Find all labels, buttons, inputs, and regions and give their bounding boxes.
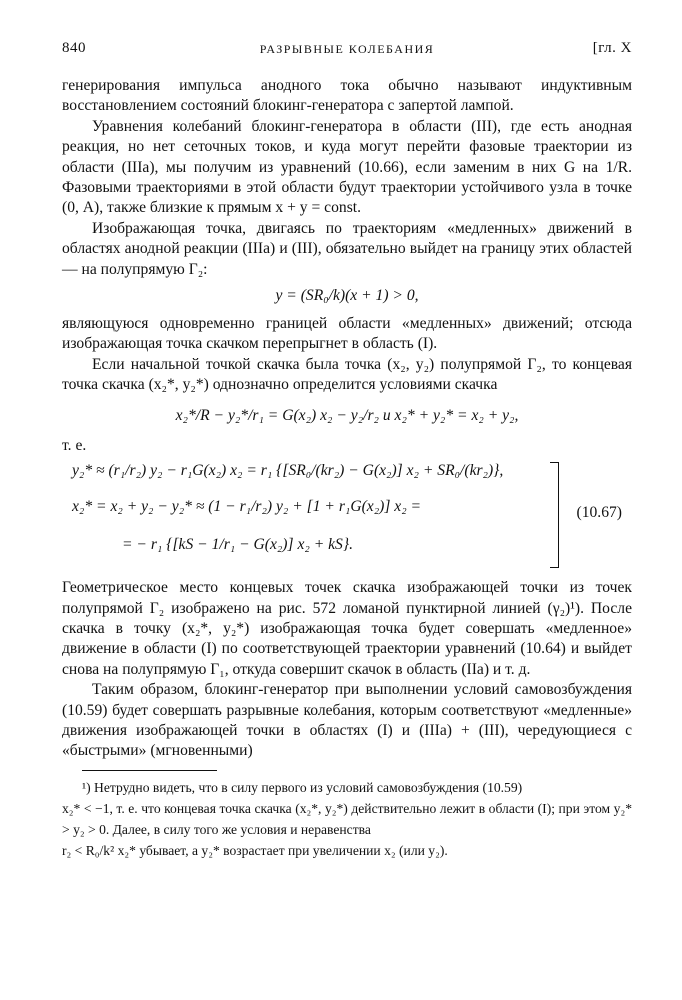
footnote-line-1: ¹) Нетрудно видеть, что в силу первого из условий самовозбуждения (10.59): [82, 779, 523, 795]
paragraph-1: генерирования импульса анодного тока обычно называют индуктивным восстановлением состояний блокинг-генератора с запертой лампой.: [62, 77, 632, 115]
paragraph-4: являющуюся одновременно границей области «медленных» движений; отсюда изображающая точка скачком перепрыгнет в область (I).: [62, 315, 632, 353]
paragraph-2: Уравнения колебаний блокинг-генератора в области (III), где есть анодная реакция, но нет сеточных токов, и куда могут перейти фазовые траектории из области (IIIa), мы получим из уравнений (10.66), если заменим в них G на 1/R. Фазовыми траекториями в этой области будут траектории устойчивого узла в точке (0, A), также близкие к прямым x + y = const.: [62, 117, 632, 217]
equation-system: [62, 460, 632, 572]
page-number: 840: [62, 40, 86, 56]
system-line-1: y₂* ≈ (r₁/r₂) y₂ − r₁G(x₂) x₂ = r₁ {[SR₀/(kr₂) − G(x₂)] x₂ + SR₀/(kr₂)},: [72, 462, 504, 480]
running-title: РАЗРЫВНЫЕ КОЛЕБАНИЯ: [259, 42, 435, 56]
paragraph-te: т. е.: [62, 436, 87, 454]
equation-number: (10.67): [576, 504, 622, 522]
footnote-line-2: x₂* < −1, т. е. что концевая точка скачка (x₂*, y₂*) действительно лежит в области (I); при этом y₂* > y₂ > 0. Далее, в силу того же условия и неравенства: [62, 800, 632, 837]
paragraph-6: Геометрическое место концевых точек скачка изображающей точки из точек полупрямой Γ₂ изображено на рис. 572 ломаной пунктирной линией (γ₂)¹). После скачка в точку (x₂*, y₂*) изображающая точка будет совершать «медленное» движение в области (I) по соответствующей траектории уравнений (10.64) и выйдет снова на полупрямую Γ₁, откуда совершит скачок в область (IIa) и т. д.: [62, 579, 632, 678]
page: [62, 40, 632, 861]
system-line-2: x₂* = x₂ + y₂ − y₂* ≈ (1 − r₁/r₂) y₂ + [1 + r₁G(x₂)] x₂ =: [72, 498, 422, 516]
system-line-3: = − r₁ {[kS − 1/r₁ − G(x₂)] x₂ + kS}.: [122, 536, 353, 554]
footnote-rule: [82, 770, 217, 771]
equation-gamma2: y = (SR₀/k)(x + 1) > 0,: [275, 287, 419, 305]
paragraph-7: Таким образом, блокинг-генератор при выполнении условий самовозбуждения (10.59) будет совершать разрывные колебания, которым соответствуют «медленные» движения изображающей точки в областях (I) и (IIIa) + (III), чередующиеся с «быстрыми» (мгновенными): [62, 681, 632, 760]
paragraph-5: Если начальной точкой скачка была точка (x₂, y₂) полупрямой Γ₂, то концевая точка скачка (x₂*, y₂*) однозначно определится условиями скачка: [62, 355, 632, 394]
footnote-line-3: r₂ < R₀/k² x₂* убывает, а y₂* возрастает при увеличении x₂ (или y₂).: [62, 842, 448, 858]
equation-jump-conditions: x₂*/R − y₂*/r₁ = G(x₂) x₂ − y₂/r₂ и x₂* + y₂* = x₂ + y₂,: [175, 406, 519, 424]
running-header: [62, 40, 632, 64]
chapter-label: [гл. X: [592, 40, 632, 56]
paragraph-3: Изображающая точка, двигаясь по траекториям «медленных» движений в областях анодной реакции (IIIa) и (III), обязательно выйдет на границу этих областей — на полупрямую Γ₂:: [62, 219, 632, 278]
system-brace: [550, 462, 559, 568]
